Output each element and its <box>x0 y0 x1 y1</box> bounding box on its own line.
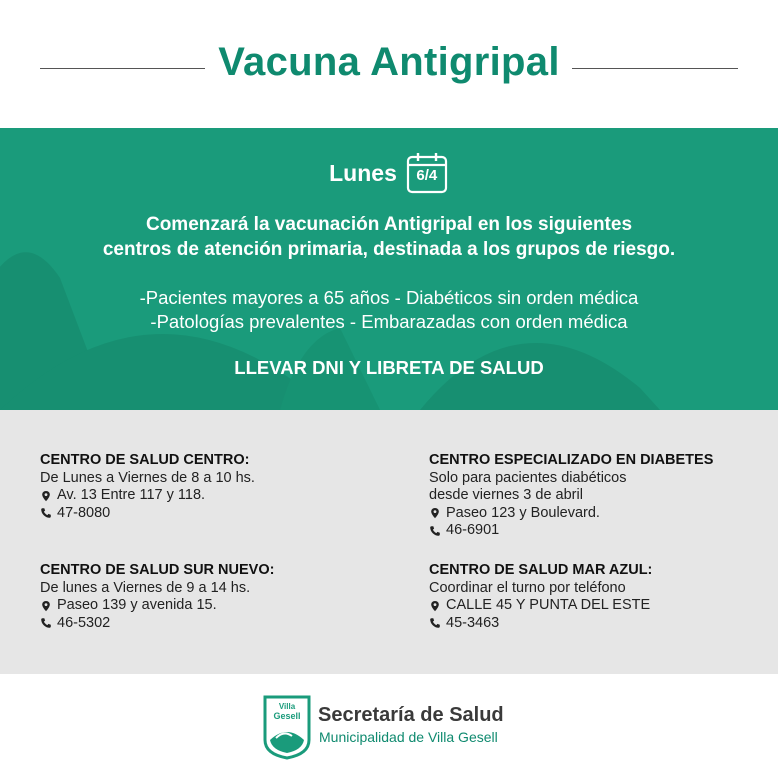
location-pin-icon <box>429 507 441 519</box>
header <box>0 0 778 128</box>
location-pin-icon <box>429 600 441 612</box>
center-card-centro <box>40 452 255 522</box>
municipality-name: Municipalidad de Villa Gesell <box>319 729 498 745</box>
intro-line-2: centros de atención primaria, destinada a los grupos de riesgo. <box>102 239 676 260</box>
center-schedule: De lunes a Viernes de 9 a 14 hs. <box>40 579 251 596</box>
calendar-date: 6/4 <box>416 167 438 184</box>
center-card-sur-nuevo <box>40 562 274 632</box>
center-phone: 46-5302 <box>57 614 111 631</box>
title-divider-right <box>572 68 738 69</box>
center-phone-row <box>40 505 255 523</box>
center-address-row <box>429 505 713 523</box>
center-name: CENTRO DE SALUD CENTRO: <box>40 452 250 468</box>
center-address: Av. 13 Entre 117 y 118. <box>57 487 206 503</box>
center-name: CENTRO DE SALUD SUR NUEVO: <box>40 562 275 578</box>
logo-text-villa: Villa <box>278 702 296 711</box>
date-row <box>0 148 778 198</box>
center-address-row <box>40 487 255 505</box>
center-schedule: De Lunes a Viernes de 8 a 10 hs. <box>40 469 255 486</box>
risk-groups <box>0 286 778 334</box>
footer <box>0 674 778 778</box>
phone-icon <box>40 507 52 519</box>
logo-text-gesell: Gesell <box>273 711 301 721</box>
center-address: Paseo 123 y Boulevard. <box>446 504 600 521</box>
center-phone-row <box>429 522 713 540</box>
location-pin-icon <box>40 600 52 612</box>
center-phone: 45-3463 <box>446 614 500 631</box>
center-phone: 47-8080 <box>57 504 111 521</box>
health-centers-section <box>0 410 778 674</box>
center-phone-row <box>429 615 652 633</box>
secretariat-title: Secretaría de Salud <box>318 704 504 726</box>
center-address: Paseo 139 y avenida 15. <box>57 597 217 613</box>
villa-gesell-logo <box>262 694 312 760</box>
center-card-mar-azul <box>429 562 652 632</box>
risk-group-line-1: -Pacientes mayores a 65 años - Diabéticos sin orden médica <box>139 287 639 308</box>
requirements-note: LLEVAR DNI Y LIBRETA DE SALUD <box>234 357 544 378</box>
center-address: CALLE 45 Y PUNTA DEL ESTE <box>446 597 651 613</box>
intro-line-1: Comenzará la vacunación Antigripal en los siguientes <box>145 214 633 235</box>
page-title: Vacuna Antigripal <box>218 40 560 84</box>
risk-group-line-2: -Patologías prevalentes - Embarazadas con orden médica <box>150 311 628 332</box>
phone-icon <box>429 617 441 629</box>
center-schedule: Solo para pacientes diabéticos <box>429 469 627 486</box>
center-schedule-2: desde viernes 3 de abril <box>429 487 583 503</box>
center-schedule: Coordinar el turno por teléfono <box>429 579 626 596</box>
center-card-diabetes <box>429 452 713 540</box>
phone-icon <box>429 525 441 537</box>
center-name: CENTRO ESPECIALIZADO EN DIABETES <box>429 452 714 468</box>
center-name: CENTRO DE SALUD MAR AZUL: <box>429 562 653 578</box>
center-address-row <box>40 597 274 615</box>
calendar-icon <box>405 151 449 195</box>
date-day: Lunes <box>329 159 397 186</box>
phone-icon <box>40 617 52 629</box>
intro-text <box>0 212 778 262</box>
announcement-panel <box>0 128 778 410</box>
center-address-row <box>429 597 652 615</box>
location-pin-icon <box>40 490 52 502</box>
center-phone: 46-6901 <box>446 522 500 538</box>
center-phone-row <box>40 615 274 633</box>
